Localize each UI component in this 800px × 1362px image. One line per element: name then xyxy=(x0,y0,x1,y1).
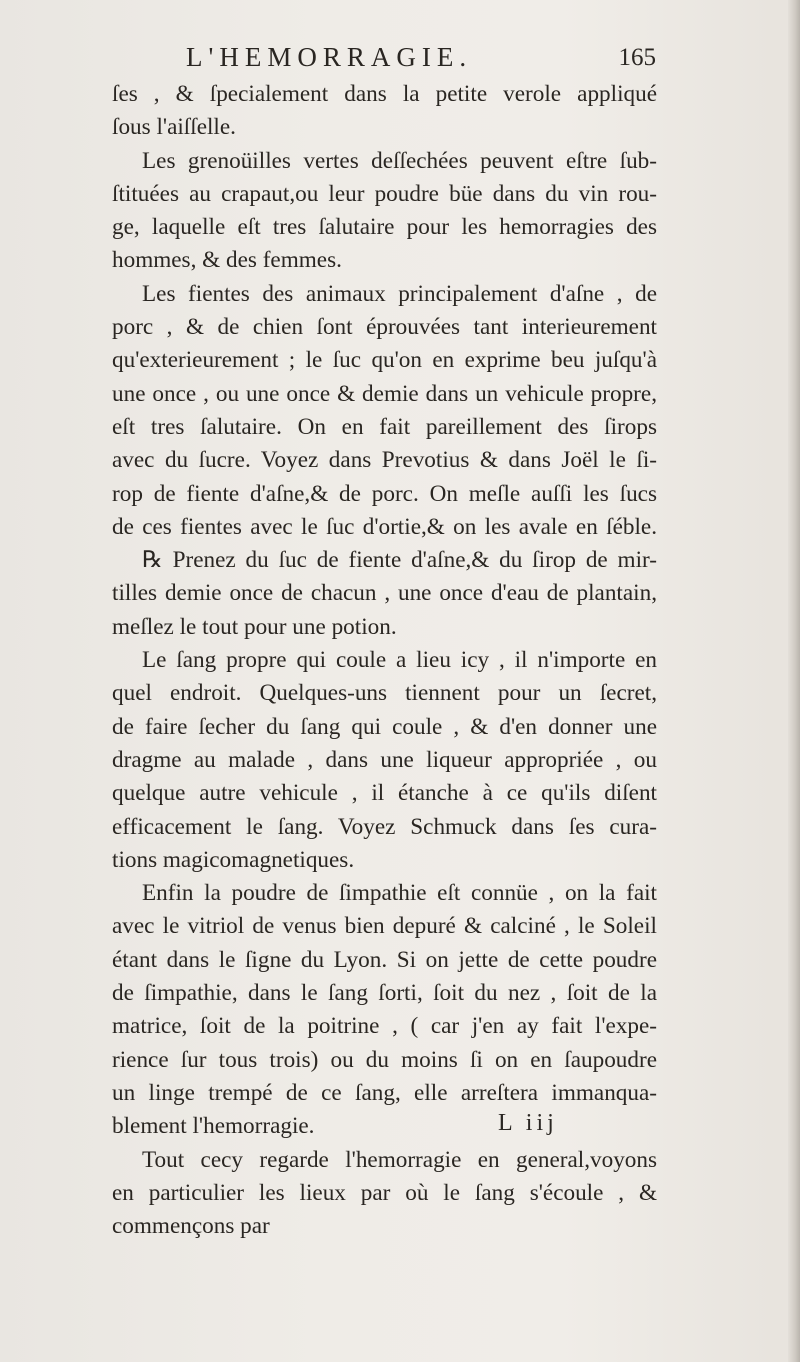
running-head: L'HEMORRAGIE. xyxy=(186,42,473,72)
text-line: meſlez le tout pour une potion. xyxy=(112,613,397,640)
text-line: de faire ſecher du ſang qui coule , & d'en donner une xyxy=(112,713,657,740)
text-line: quelque autre vehicule , il étanche à ce qu'ils diſent xyxy=(112,780,657,807)
page-edge xyxy=(788,0,800,1362)
text-line: une once , ou une once & demie dans un vehicule propre, xyxy=(112,380,657,407)
text-line: Tout cecy regarde l'hemorragie en general,voyons xyxy=(142,1146,657,1173)
text-line: avec du ſucre. Voyez dans Prevotius & dans Joël le ſi- xyxy=(112,447,657,474)
signature-mark: L iij xyxy=(498,1110,558,1136)
page-header xyxy=(186,42,656,82)
text-line: dragme au malade , dans une liqueur appropriée , ou xyxy=(112,746,657,773)
text-line: ſous l'aiſſelle. xyxy=(112,114,236,141)
text-line: rience ſur tous trois) ou du moins ſi on en ſaupoudre xyxy=(112,1046,657,1073)
text-line: rop de fiente d'aſne,& de porc. On meſle auſſi les ſucs xyxy=(112,480,657,507)
text-line: de ſimpathie, dans le ſang ſorti, ſoit du nez , ſoit de la xyxy=(112,980,657,1007)
text-line: en particulier les lieux par où le ſang s'écoule , & xyxy=(112,1179,657,1206)
body-text xyxy=(112,78,657,1243)
text-line: ℞ Prenez du ſuc de fiente d'aſne,& du ſirop de mir- xyxy=(142,547,657,574)
text-line: hommes, & des femmes. xyxy=(112,247,342,274)
text-line: Les grenoüilles vertes deſſechées peuvent eſtre ſub- xyxy=(142,147,657,174)
text-line: ſtituées au crapaut,ou leur poudre büe dans du vin rou- xyxy=(112,180,657,207)
text-line: un linge trempé de ce ſang, elle arreſtera immanqua- xyxy=(112,1079,657,1106)
text-line: Enfin la poudre de ſimpathie eſt connüe , on la fait xyxy=(142,880,657,907)
text-line: qu'exterieurement ; le ſuc qu'on en exprime beu juſqu'à xyxy=(112,347,657,374)
text-line: ge, laquelle eſt tres ſalutaire pour les hemorragies des xyxy=(112,214,657,241)
text-line: Le ſang propre qui coule a lieu icy , il n'importe en xyxy=(142,647,657,674)
text-line: matrice, ſoit de la poitrine , ( car j'en ay fait l'expe- xyxy=(112,1013,657,1040)
text-line: commençons par xyxy=(112,1213,270,1240)
text-line: blement l'hemorragie. xyxy=(112,1113,315,1140)
text-line: Les fientes des animaux principalement d'aſne , de xyxy=(142,280,657,307)
text-line: de ces fientes avec le ſuc d'ortie,& on les avale en ſéble. xyxy=(112,513,657,540)
text-line: avec le vitriol de venus bien depuré & calciné , le Soleil xyxy=(112,913,657,940)
text-line: tions magicomagnetiques. xyxy=(112,846,355,873)
text-line: efficacement le ſang. Voyez Schmuck dans ſes cura- xyxy=(112,813,657,840)
text-line: quel endroit. Quelques-uns tiennent pour un ſecret, xyxy=(112,680,657,707)
text-line: ſes , & ſpecialement dans la petite verole appliqué xyxy=(112,81,657,107)
page-number: 165 xyxy=(618,44,656,71)
text-line: tilles demie once de chacun , une once d'eau de plantain, xyxy=(112,580,657,607)
text-line: eſt tres ſalutaire. On en fait pareillement des ſirops xyxy=(112,413,657,440)
text-line: étant dans le ſigne du Lyon. Si on jette de cette poudre xyxy=(112,946,657,973)
text-line: porc , & de chien ſont éprouvées tant interieurement xyxy=(112,314,657,341)
